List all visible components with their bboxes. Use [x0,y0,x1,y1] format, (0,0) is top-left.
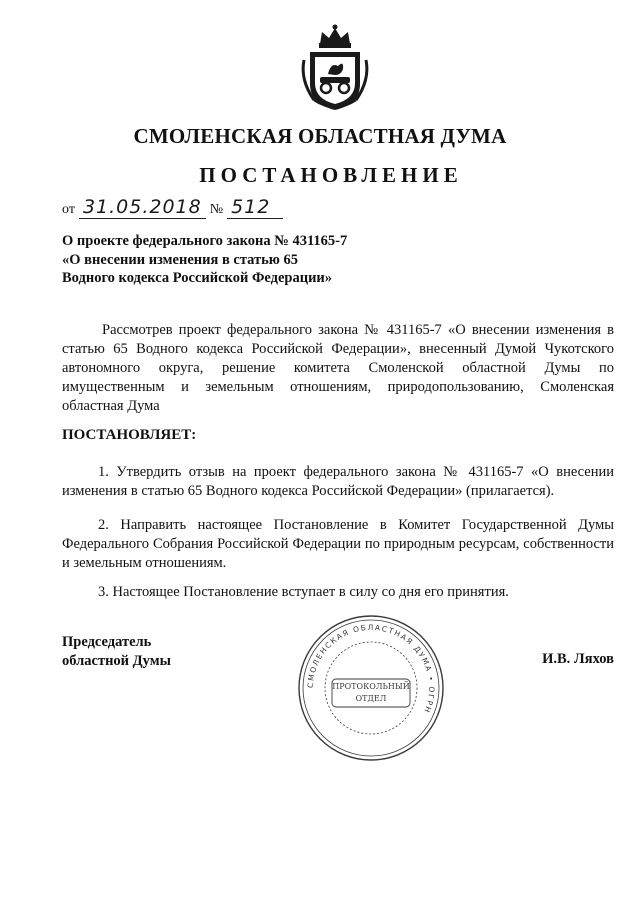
organization-name: СМОЛЕНСКАЯ ОБЛАСТНАЯ ДУМА [133,124,507,148]
subject-line-3: Водного кодекса Российской Федерации» [62,270,333,286]
stamp-center-text: ПРОТОКОЛЬНЫЙ ОТДЕЛ [332,682,410,703]
resolution-item-3: 3. Настоящее Постановление вступает в силу со дня его принятия. [98,584,509,600]
date-from-label: от [62,202,75,217]
handwritten-number: 512 [227,196,283,219]
subject-line-1: О проекте федерального закона № 431165-7 [62,233,348,249]
official-stamp [296,613,446,763]
subject-line-2: «О внесении изменения в статью 65 [62,251,299,268]
signatory-title-line-1: Председатель [62,634,152,650]
document-subject [62,232,422,288]
signatory-title-line-2: областной Думы [62,653,171,669]
resolves-heading: ПОСТАНОВЛЯЕТ: [62,427,197,443]
signatory-name: И.В. Ляхов [542,651,614,667]
document-type: ПОСТАНОВЛЕНИЕ [199,163,463,187]
resolution-item-1: 1. Утвердить отзыв на проект федерального закона № 431165-7 «О внесении изменения в статью 65 Водного кодекса Российской Федерации» (прилагается). [62,464,614,499]
handwritten-date: 31.05.2018 [79,196,206,219]
stamp-ring-text: СМОЛЕНСКАЯ ОБЛАСТНАЯ ДУМА • ОГРН [305,622,437,715]
signatory-title [62,633,171,671]
resolution-item-2: 2. Направить настоящее Постановление в Комитет Государственной Думы Федерального Собрания Российской Федерации по природным ресурсам, собственности и земельным отношениям. [62,517,614,571]
number-label: № [209,202,224,217]
date-line [62,196,287,222]
coat-of-arms-icon [298,22,372,114]
preamble-paragraph: Рассмотрев проект федерального закона № 431165-7 «О внесении изменения в статью 65 Водного кодекса Российской Федерации», внесенный Думой Чукотского автономного округа, решение комитета Смоленской областной Думы по имущественным и земельным отношениям, природопользованию, Смоленская областная Дума [62,322,614,414]
